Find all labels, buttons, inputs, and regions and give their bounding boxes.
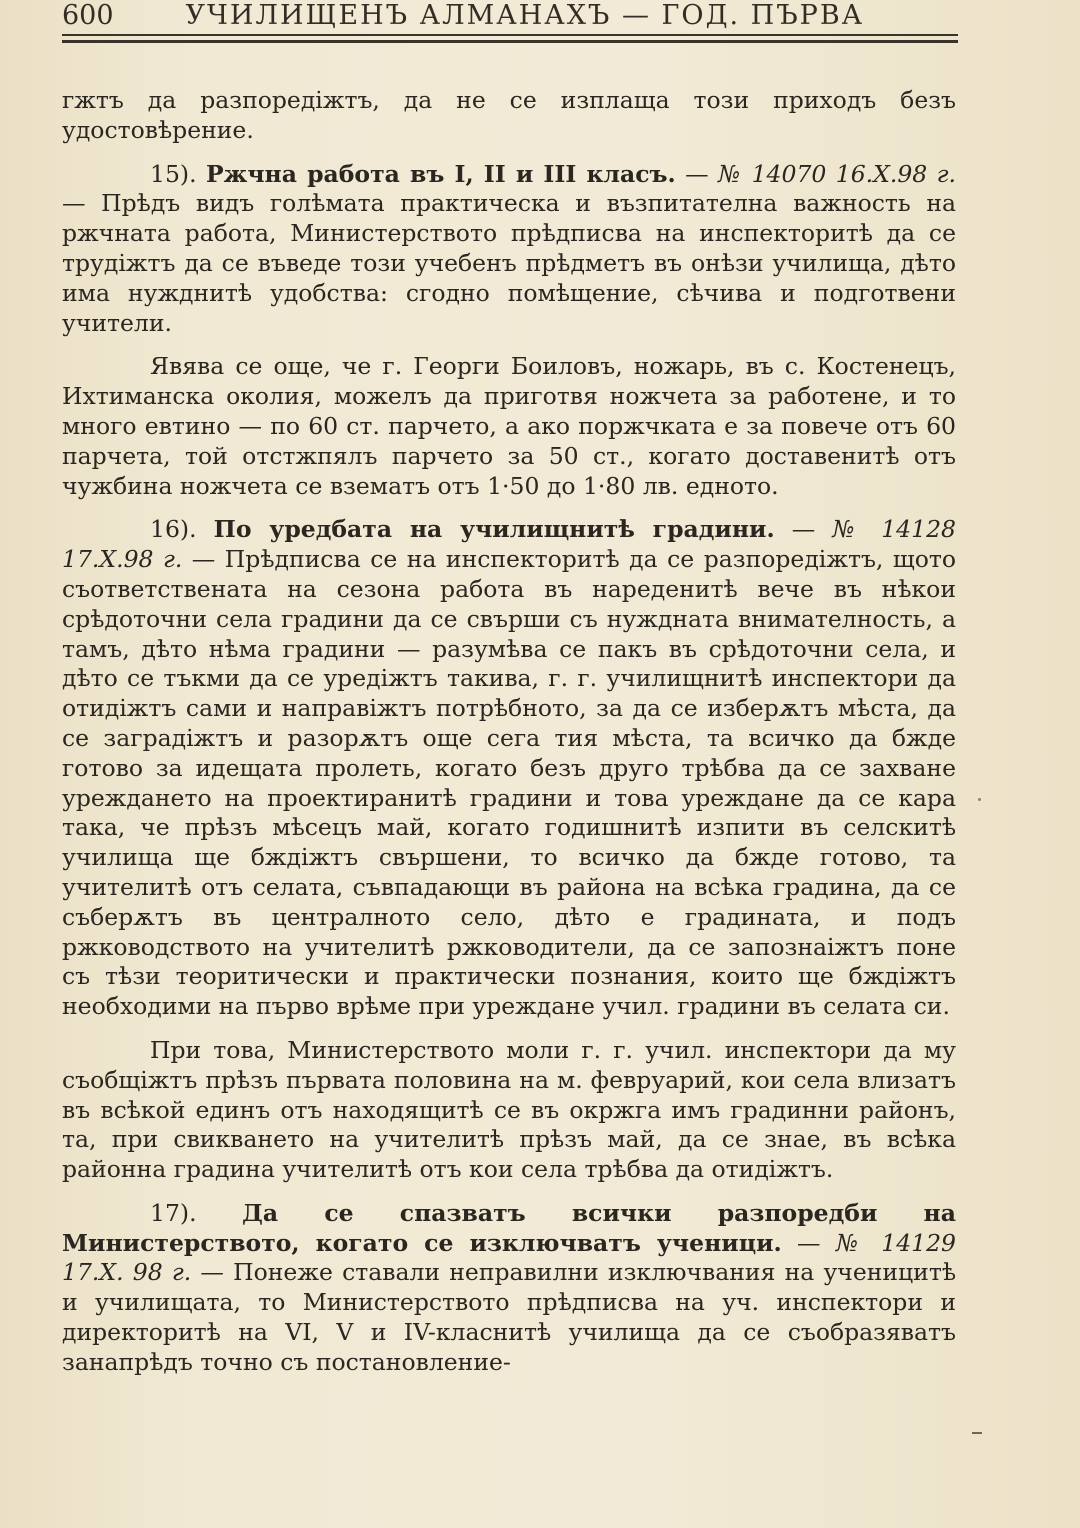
item-heading: Да се спазватъ всички разпоредби на Министерството, когато се изключватъ ученици. <box>62 1198 956 1257</box>
paragraph-continuation: гжтъ да разпоредіжтъ, да не се изплаща този приходъ безъ удостовѣрение. <box>62 86 956 144</box>
item-dash: — <box>781 1228 836 1257</box>
item-dash: — <box>774 515 833 544</box>
item-dash: — <box>675 159 719 188</box>
header-rule-thick <box>62 40 958 43</box>
item-number: 16). <box>150 515 197 544</box>
page-body <box>62 86 956 1378</box>
paper-speck <box>978 798 981 801</box>
header-rule-thin <box>62 34 958 36</box>
item-number: 17). <box>150 1198 197 1227</box>
page-header <box>62 0 960 34</box>
item-heading: По уредбата на училищнитѣ градини. <box>213 515 775 544</box>
paragraph-16 <box>62 515 956 1022</box>
margin-mark <box>972 1432 982 1434</box>
page-number: 600 <box>62 0 114 31</box>
item-number: 15). <box>150 159 197 188</box>
paragraph-boilov: Явява се още, че г. Георги Боиловъ, ножарь, въ с. Костенецъ, Ихтиманска околия, можелъ да приготвя ножчета за работене, и то много евтино — по 60 ст. парчето, а ако поржчката е за повече отъ 60 парчета, той отстжпялъ парчето за 50 ст., когато доставенитѣ отъ чужбина ножчета се взематъ отъ 1·50 до 1·80 лв. едното. <box>62 352 956 500</box>
item-reference: № 14128 17.X.98 г. <box>62 515 956 574</box>
item-text: — Прѣдписва се на инспекторитѣ да се разпоредіжтъ, щото съответствената на сезона работа въ нареденитѣ вече въ нѣкои срѣдоточни села градини да се свърши съ нуждната внимателность, а тамъ, дѣто нѣма градини — разумѣва се пакъ въ срѣдоточни села, и дѣто се тъкми да се уредіжтъ такива, г. г. училищнитѣ инспектори да отидіжтъ сами и направіжтъ потрѣбното, за да се изберѫтъ мѣста, да се заградіжтъ и разорѫтъ още сега тия мѣста, та всичко да бжде готово за идещата пролеть, когато безъ друго трѣбва да се захване уреждането на проектиранитѣ градини и това уреждане да се кара така, че прѣзъ мѣсецъ май, когато годишнитѣ изпити въ селскитѣ училища ще бждіжтъ свършени, то всичко да бжде готово, та учителитѣ отъ селата, съвпадающи въ района на всѣка градина, да се съберѫтъ въ централното село, дѣто е градината, и подъ ржководството на учителитѣ ржководители, да се запознаіжтъ поне съ тѣзи теоритически и практически познания, които ще бждіжтъ необходими на първо врѣме при уреждане учил. градини въ селата си. <box>62 545 956 1021</box>
running-title: УЧИЛИЩЕНЪ АЛМАНАХЪ — ГОД. ПЪРВА <box>185 0 865 31</box>
item-reference: № 14070 16.X.98 г. <box>718 159 956 188</box>
item-text: — Понеже ставали неправилни изключвания на ученицитѣ и училищата, то Министерството прѣдписва на уч. инспектори и директоритѣ на VI, V и IV-класнитѣ училища да се съобразяватъ занапрѣдъ точно съ постановление- <box>62 1258 957 1376</box>
paragraph-ministry-request: При това, Министерството моли г. г. учил. инспектори да му съобщіжтъ прѣзъ първата половина на м. февруарий, кои села влизатъ въ всѣкой единъ отъ находящитѣ се въ окржга имъ градинни районъ, та, при свикването на учителитѣ прѣзъ май, да се знае, въ всѣка районна градина учителитѣ отъ кои села трѣбва да отидіжтъ. <box>62 1035 956 1184</box>
item-heading: Ржчна работа въ I, II и III класъ. <box>205 159 676 188</box>
paragraph-15 <box>62 160 956 339</box>
item-reference: № 14129 17.X. 98 г. <box>62 1228 956 1287</box>
item-text: — Прѣдъ видъ голѣмата практическа и възпитателна важность на ржчната работа, Министерството прѣдписва на инспекторитѣ да се трудіжтъ да се въведе този учебенъ прѣдметъ въ онѣзи училища, дѣто има нужднитѣ удобства: сгодно помѣщение, сѣчива и подготвени учители. <box>62 189 956 337</box>
paragraph-17 <box>62 1199 956 1378</box>
